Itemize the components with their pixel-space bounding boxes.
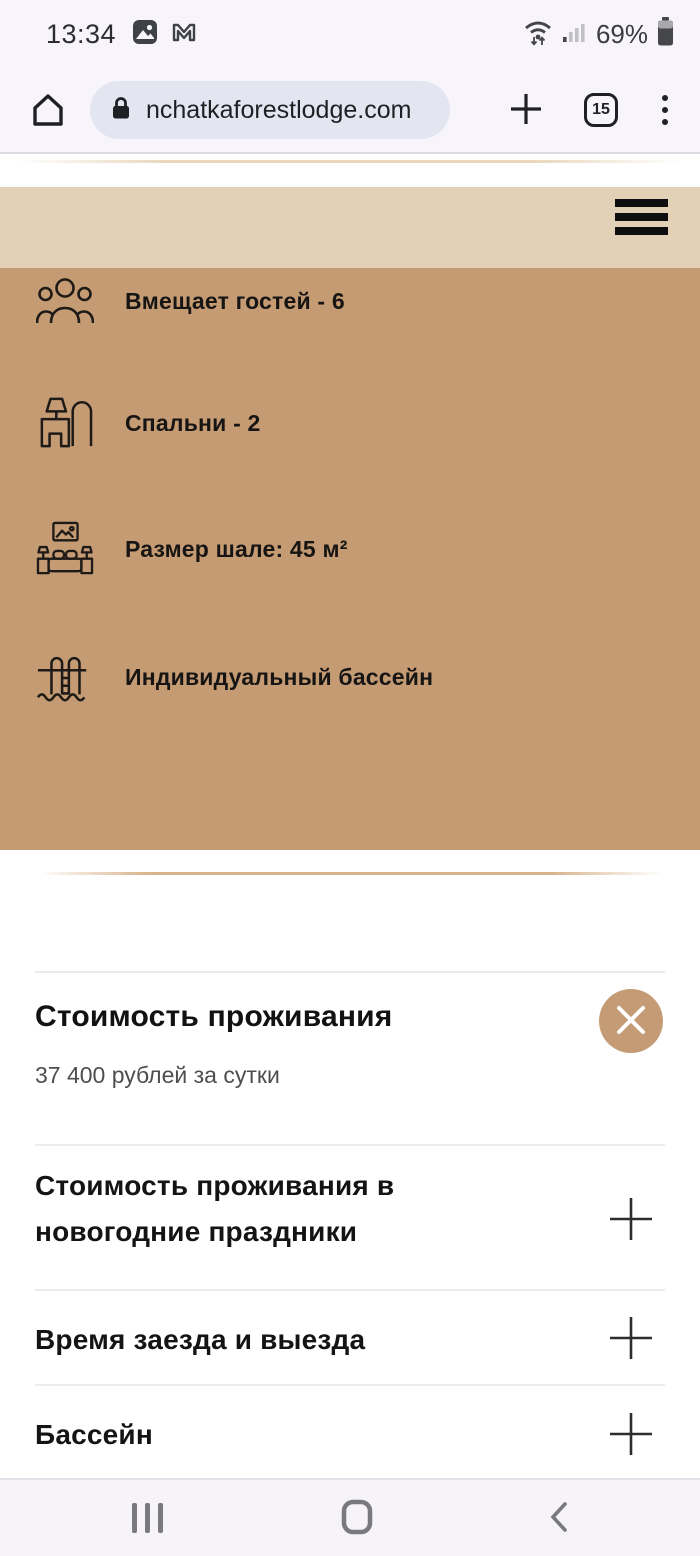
amenity-label: Индивидуальный бассейн <box>125 663 434 690</box>
price-section-title: Стоимость проживания <box>35 1000 393 1033</box>
android-nav-bar <box>0 1478 700 1556</box>
plus-icon <box>606 1232 656 1247</box>
pool-icon <box>35 651 95 703</box>
accordion-item-holiday-price[interactable]: Стоимость проживания в новогодние праздники <box>35 1170 395 1247</box>
accordion-item-checkin[interactable]: Время заезда и выезда <box>35 1324 366 1355</box>
browser-toolbar <box>0 68 700 154</box>
tab-count: 15 <box>592 101 610 118</box>
amenity-pool <box>35 648 433 706</box>
wifi-icon <box>522 17 554 52</box>
browser-home-button[interactable] <box>28 90 68 130</box>
divider <box>35 1144 665 1146</box>
site-menu-button[interactable] <box>613 197 670 237</box>
clock: 13:34 <box>46 18 117 49</box>
battery-icon <box>657 17 674 51</box>
new-tab-button[interactable] <box>508 91 544 130</box>
home-nav-button[interactable] <box>341 1496 373 1540</box>
amenity-bedrooms <box>35 394 261 452</box>
bed-icon <box>35 521 95 577</box>
plus-icon <box>508 115 544 130</box>
back-button[interactable] <box>550 1496 568 1540</box>
price-per-night: 37 400 рублей за сутки <box>35 1062 280 1088</box>
amenity-guests <box>35 272 345 330</box>
gallery-notification-icon <box>132 19 158 50</box>
close-icon <box>615 1004 647 1039</box>
plus-icon <box>606 1447 656 1462</box>
amenity-size <box>35 520 348 578</box>
bedroom-icon <box>35 396 95 450</box>
browser-menu-button[interactable] <box>658 91 672 129</box>
amenity-label: Размер шале: 45 м² <box>125 535 348 562</box>
amenity-label: Вмещает гостей - 6 <box>125 287 345 314</box>
guests-icon <box>35 277 95 325</box>
url-bar[interactable] <box>90 81 450 139</box>
recents-button[interactable] <box>132 1496 163 1540</box>
plus-icon <box>606 1351 656 1366</box>
accordion-item-pool[interactable]: Бассейн <box>35 1419 153 1450</box>
divider <box>35 1384 665 1386</box>
url-text: nchatkaforestlodge.com <box>146 95 412 124</box>
android-home-icon <box>341 1499 373 1538</box>
amenities-section <box>0 268 700 850</box>
section-separator-line <box>38 872 662 875</box>
divider <box>35 971 665 973</box>
status-bar <box>0 0 700 68</box>
gmail-notification-icon <box>170 20 198 49</box>
battery-percent: 69% <box>595 18 648 49</box>
tab-switcher-button[interactable] <box>584 93 618 127</box>
hamburger-icon <box>615 199 668 235</box>
recents-icon <box>132 1503 163 1533</box>
divider <box>35 1289 665 1291</box>
expand-holiday-price-button[interactable] <box>606 1194 656 1244</box>
back-icon <box>550 1501 568 1536</box>
close-accordion-button[interactable] <box>599 989 663 1053</box>
home-icon <box>29 91 67 130</box>
header-shadow-line <box>18 160 682 163</box>
site-header-band <box>0 187 700 268</box>
expand-checkin-button[interactable] <box>606 1313 656 1363</box>
expand-pool-button[interactable] <box>606 1409 656 1459</box>
kebab-dot <box>662 95 668 101</box>
amenity-label: Спальни - 2 <box>125 409 261 436</box>
lock-icon <box>110 95 132 126</box>
signal-icon <box>563 21 587 48</box>
